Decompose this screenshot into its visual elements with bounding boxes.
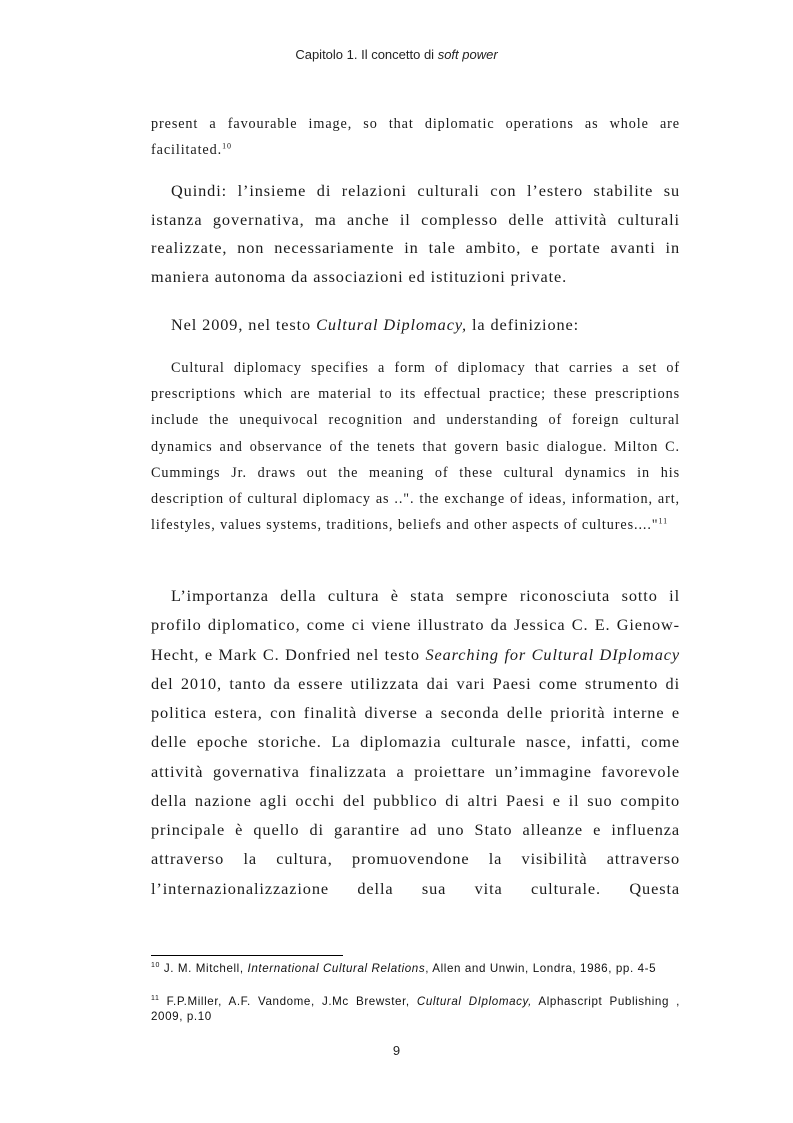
footnote-title-italic: Cultural DIplomacy, — [416, 995, 532, 1008]
intro-title-italic: Cultural Diplomacy, — [316, 315, 468, 334]
footnote-separator — [151, 955, 343, 956]
footnote-text-after: Alphascript Publishing , 2009, p.10 — [151, 995, 680, 1023]
footnote-text-after: , Allen and Unwin, Londra, 1986, pp. 4-5 — [425, 962, 657, 975]
paragraph-intro-definition — [151, 311, 680, 340]
paragraph-importanza — [151, 581, 680, 903]
footnote-number: 11 — [151, 995, 160, 1003]
paragraph-text-part1: L’importanza della cultura è stata sempre riconosciuta sotto il profilo diplomatico, come ci viene illustrato da Jessica C. E. Gienow-Hecht, e Mark C. Donfried nel testo — [151, 586, 680, 664]
footnote-11 — [151, 995, 680, 1024]
intro-text-before: Nel 2009, nel testo — [171, 315, 317, 334]
running-header — [0, 47, 793, 62]
footnote-ref-11: 11 — [658, 516, 668, 526]
block-quote — [151, 355, 680, 538]
footnote-number: 10 — [151, 962, 160, 970]
paragraph-text: present a favourable image, so that diplomatic operations as whole are facilitated. — [151, 116, 680, 158]
footnote-10 — [151, 962, 680, 977]
footnote-text-before: F.P.Miller, A.F. Vandome, J.Mc Brewster, — [159, 995, 417, 1008]
quote-text: Cultural diplomacy specifies a form of diplomacy that carries a set of prescriptions which are material to its effectual practice; these prescriptions include the unequivocal recognition and understanding of foreign cultural dynamics and observance of the tenets that govern basic dialogue. Milton C. Cummings Jr. draws out the meaning of these cultural dynamics in his description of cultural diplomacy as ..". the exchange of ideas, information, art, lifestyles, values systems, traditions, beliefs and other aspects of cultures...." — [151, 360, 680, 534]
footnote-text-before: J. M. Mitchell, — [160, 962, 248, 975]
header-italic: soft power — [437, 47, 498, 62]
footnote-ref-10: 10 — [222, 141, 232, 151]
paragraph-text-part2: del 2010, tanto da essere utilizzata dai vari Paesi come strumento di politica estera, con finalità diverse a seconda delle priorità interne e delle epoche storiche. La diplomazia culturale nasce, infatti, come attività governativa finalizzata a proiettare un’immagine favorevole della nazione agli occhi del pubblico di altri Paesi e il suo compito principale è quello di garantire ad uno Stato alleanze e influenza attraverso la cultura, promuovendone la visibilità attraverso l’internazionalizzazione della sua vita culturale. Questa — [151, 673, 680, 898]
paragraph-text: Quindi: l’insieme di relazioni culturali con l’estero stabilite su istanza governativa, ma anche il complesso delle attività culturali realizzate, non necessariamente in tale ambito, e portate avanti in maniera autonoma da associazioni ed istituzioni private. — [151, 181, 680, 286]
intro-text-after: la definizione: — [467, 315, 580, 334]
page-number: 9 — [392, 1043, 401, 1058]
book-title-italic: Searching for Cultural DIplomacy — [425, 644, 680, 664]
paragraph-continuation — [151, 111, 680, 163]
paragraph-quindi — [151, 177, 680, 291]
header-text: Capitolo 1. Il concetto di — [295, 47, 438, 62]
footnote-title-italic: International Cultural Relations — [247, 962, 426, 975]
